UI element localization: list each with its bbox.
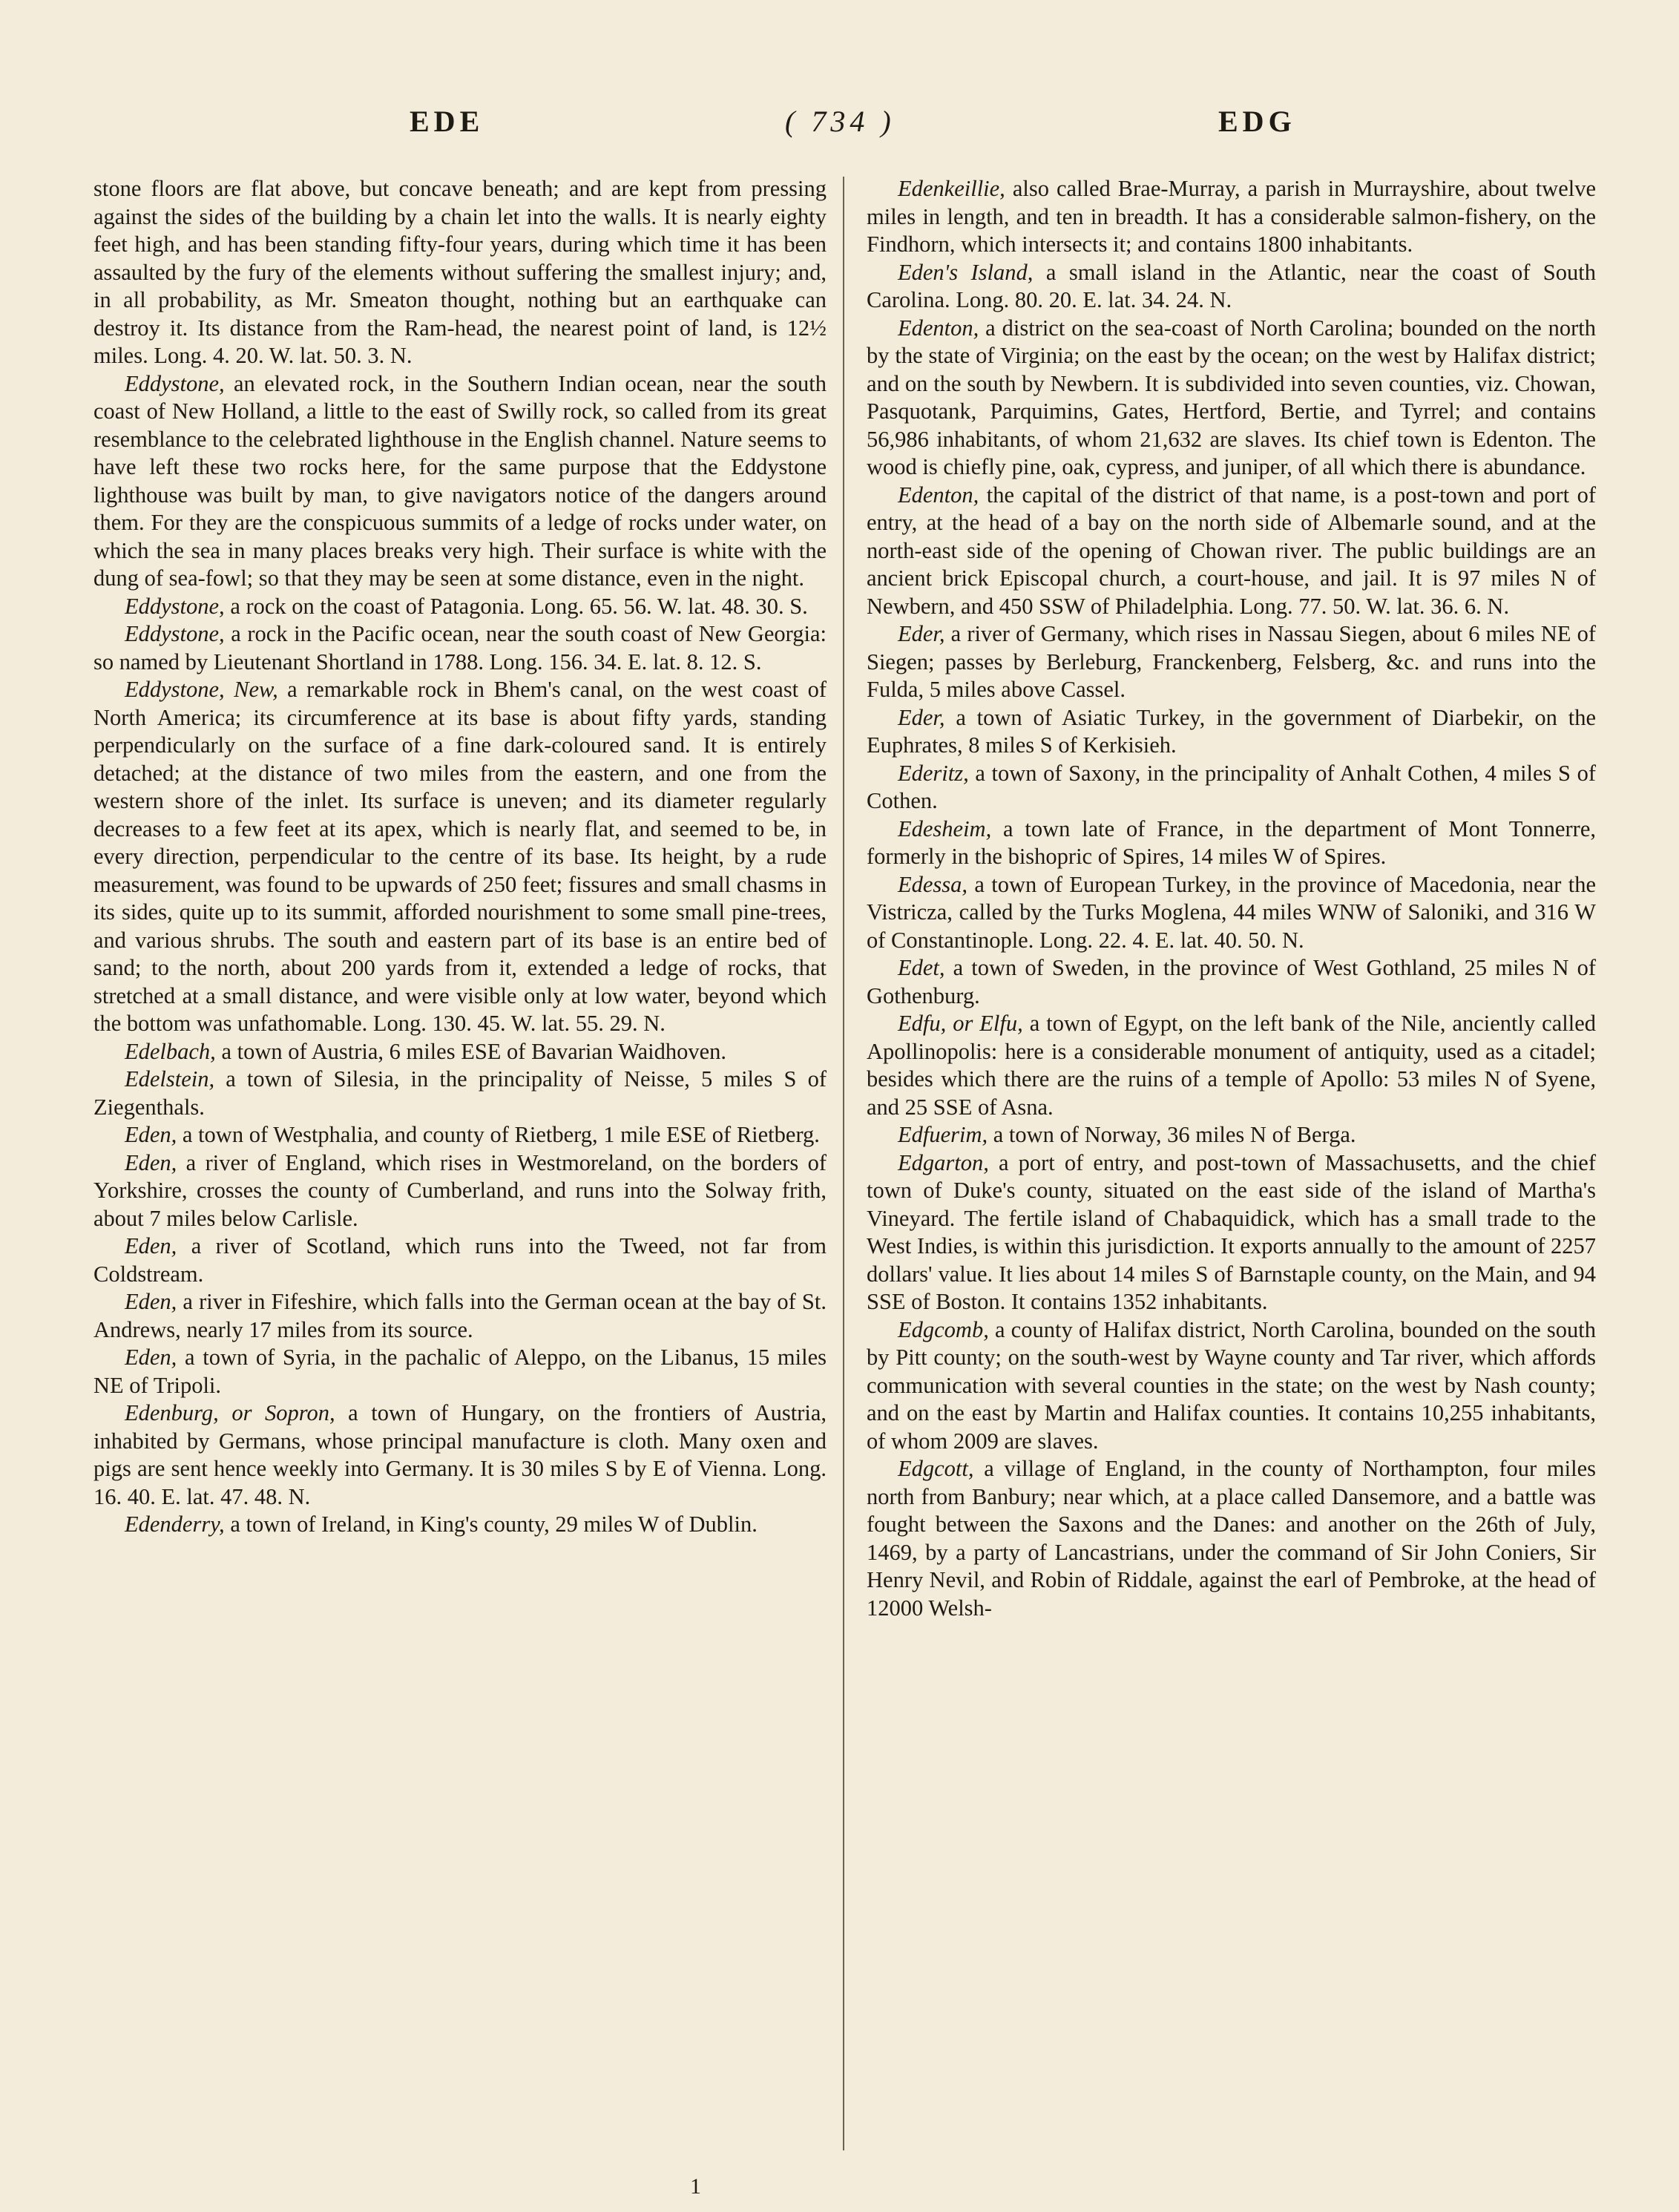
entry-text: a town of Syria, in the pachalic of Aleppo, on the Libanus, 15 miles NE of Tripoli. <box>93 1345 827 1398</box>
gazetteer-entry <box>867 1121 1596 1149</box>
entry-text: a town of Austria, 6 miles ESE of Bavarian Waidhoven. <box>215 1038 726 1064</box>
gazetteer-entry <box>867 175 1596 259</box>
column-divider <box>843 177 844 2150</box>
gazetteer-entry <box>93 676 827 1038</box>
entry-name: Edenderry, <box>125 1512 225 1537</box>
gazetteer-entry <box>93 175 827 370</box>
gazetteer-entry <box>93 1344 827 1399</box>
entry-name: Eden, <box>125 1345 177 1370</box>
entry-text: the capital of the district of that name, is a post-town and port of entry, at the head of a bay on the north side of Albemarle sound, and at the north-east side of the opening of Chowan river. The public buildings are an ancient brick Episcopal church, a court-house, and jail. It is 97 miles N of Newbern, and 450 SSW of Philadelphia. Long. 77. 50. W. lat. 36. 6. N. <box>867 482 1596 619</box>
entry-name: Edgarton, <box>898 1149 989 1175</box>
header-right-guideword: EDG <box>1218 105 1296 138</box>
entry-name: Edfuerim, <box>898 1122 988 1147</box>
entry-text: a river of England, which rises in Westmoreland, on the borders of Yorkshire, crosses the county of Cumberland, and runs into the Solway frith, about 7 miles below Carlisle. <box>93 1149 827 1231</box>
entry-name: Edenburg, or Sopron, <box>125 1400 335 1425</box>
gazetteer-entry <box>867 1455 1596 1622</box>
gazetteer-entry <box>867 954 1596 1010</box>
entry-name: Edgcott, <box>898 1456 974 1481</box>
entry-text: a town of Westphalia, and county of Rietberg, 1 mile ESE of Rietberg. <box>177 1122 820 1147</box>
entry-name: Edelbach, <box>125 1038 216 1064</box>
gazetteer-entry <box>867 259 1596 315</box>
entry-name: Eddystone, <box>125 370 225 396</box>
entry-text: a town of Saxony, in the principality of Anhalt Cothen, 4 miles S of Cothen. <box>867 760 1596 813</box>
entry-name: Edgcomb, <box>898 1316 989 1342</box>
gazetteer-entry <box>93 1399 827 1511</box>
entry-name: Eddystone, <box>125 621 225 646</box>
gazetteer-entry <box>93 620 827 676</box>
gazetteer-entry <box>867 1010 1596 1121</box>
entry-text: a district on the sea-coast of North Carolina; bounded on the north by the state of Virginia; on the east by the ocean; on the west by Halifax district; and on the south by Newbern. It is subdivided into seven counties, viz. Chowan, Pasquotank, Parquimins, Gates, Hertford, Bertie, and Tyrrel; and contains 56,986 inhabitants, of whom 21,632 are slaves. Its chief town is Edenton. The wood is chiefly pine, oak, cypress, and juniper, of all which there is abundance. <box>867 315 1596 479</box>
left-column <box>93 175 827 1539</box>
entry-text: a remarkable rock in Bhem's canal, on the west coast of North America; its circumference at its base is about fifty yards, standing perpendicularly on the surface of a fine dark-coloured sand. It is entirely detached; at the distance of two miles from the eastern, and one from the western shore of the inlet. Its surface is uneven; and its diameter regularly decreases to a few feet at its apex, which is nearly flat, and seemed to be, in every direction, perpendicular to the centre of its base. Its height, by a rude measurement, was found to be upwards of 250 feet; fissures and small chasms in its sides, quite up to its summit, afforded nourishment to some small pine-trees, and various shrubs. The south and eastern part of its base is an entire bed of sand; to the north, about 200 yards from it, extended a ledge of rocks, that stretched at a small distance, and were visible only at low water, beyond which the bottom was unfathomable. Long. 130. 45. W. lat. 55. 29. N. <box>93 677 827 1036</box>
signature-mark: 1 <box>690 2174 701 2199</box>
entry-name: Edet, <box>898 955 945 980</box>
entry-text: also called Brae-Murray, a parish in Murrayshire, about twelve miles in length, and ten in breadth. It has a considerable salmon-fishery, on the Findhorn, which intersects it; and contains 1800 inhabitants. <box>867 176 1596 257</box>
entry-name: Edenkeillie, <box>898 176 1005 201</box>
gazetteer-entry <box>867 620 1596 704</box>
entry-text: a town of Silesia, in the principality of Neisse, 5 miles S of Ziegenthals. <box>93 1066 827 1120</box>
entry-text: a town of Asiatic Turkey, in the government of Diarbekir, on the Euphrates, 8 miles S of Kerkisieh. <box>867 704 1596 758</box>
entry-text: a village of England, in the county of Northampton, four miles north from Banbury; near which, at a place called Dansemore, and a battle was fought between the Saxons and the Danes: and another on the 26th of July, 1469, by a party of Lancastrians, under the command of Sir John Coniers, Sir Henry Nevil, and Robin of Riddale, against the earl of Pembroke, at the head of 12000 Welsh- <box>867 1456 1596 1621</box>
entry-text: a port of entry, and post-town of Massachusetts, and the chief town of Duke's county, situated on the east side of the island of Martha's Vineyard. The fertile island of Chabaquidick, which has a small trade to the West Indies, is within this jurisdiction. It exports annually to the amount of 2257 dollars' value. It lies about 14 miles S of Barnstaple county, on the Main, and 94 SSE of Boston. It contains 1352 inhabitants. <box>867 1149 1596 1314</box>
entry-name: Eden's Island, <box>898 259 1034 285</box>
gazetteer-entry <box>867 760 1596 815</box>
entry-name: Eden, <box>125 1289 177 1314</box>
page-header <box>0 104 1679 148</box>
entry-name: Eddystone, <box>125 593 225 619</box>
entry-name: Eden, <box>125 1233 177 1258</box>
gazetteer-entry <box>93 1066 827 1121</box>
entry-name: Edessa, <box>898 871 968 897</box>
entry-text: a town late of France, in the department of Mont Tonnerre, formerly in the bishopric of Spires, 14 miles W of Spires. <box>867 815 1596 869</box>
entry-text: a rock in the Pacific ocean, near the south coast of New Georgia: so named by Lieutenant Shortland in 1788. Long. 156. 34. E. lat. 8. 12. S. <box>93 621 827 675</box>
gazetteer-entry <box>93 1511 827 1539</box>
entry-name: Eden, <box>125 1149 177 1175</box>
gazetteer-entry <box>93 1038 827 1066</box>
header-left-guideword: EDE <box>410 105 484 138</box>
gazetteer-entry <box>93 1233 827 1288</box>
entry-text: a town of European Turkey, in the province of Macedonia, near the Vistricza, called by the Turks Moglena, 44 miles WNW of Saloniki, and 316 W of Constantinople. Long. 22. 4. E. lat. 40. 50. N. <box>867 871 1596 953</box>
right-column <box>867 175 1596 1622</box>
page-number: ( 734 ) <box>785 105 896 138</box>
entry-text: a town of Egypt, on the left bank of the Nile, anciently called Apollinopolis: here is a considerable monument of antiquity, used as a citadel; besides which there are the ruins of a temple of Apollo: 53 miles N of Syene, and 25 SSE of Asna. <box>867 1011 1596 1120</box>
entry-name: Eder, <box>898 704 945 730</box>
entry-name: Edenton, <box>898 315 979 341</box>
entry-name: Eder, <box>898 621 945 646</box>
entry-text: an elevated rock, in the Southern Indian ocean, near the south coast of New Holland, a little to the east of Swilly rock, so called from its great resemblance to the celebrated lighthouse in the English channel. Nature seems to have left these two rocks here, for the same purpose that the Eddystone lighthouse was built by man, to give navigators notice of the dangers around them. For they are the conspicuous summits of a ledge of rocks under water, on which the sea in many places breaks very high. Their surface is white with the dung of sea-fowl; so that they may be seen at some distance, even in the night. <box>93 370 827 591</box>
entry-text: a town of Ireland, in King's county, 29 miles W of Dublin. <box>224 1512 758 1537</box>
entry-text: a town of Hungary, on the frontiers of Austria, inhabited by Germans, whose principal manufacture is cloth. Many oxen and pigs are sent hence weekly into Germany. It is 30 miles S by E of Vienna. Long. 16. 40. E. lat. 47. 48. N. <box>93 1400 827 1509</box>
entry-name: Edenton, <box>898 482 979 508</box>
gazetteer-entry <box>867 482 1596 621</box>
gazetteer-entry <box>867 871 1596 955</box>
gazetteer-entry <box>93 1288 827 1344</box>
gazetteer-entry <box>93 1149 827 1233</box>
entry-text: a town of Sweden, in the province of West Gothland, 25 miles N of Gothenburg. <box>867 955 1596 1008</box>
gazetteer-entry <box>867 1149 1596 1316</box>
entry-text: a town of Norway, 36 miles N of Berga. <box>988 1122 1356 1147</box>
entry-name: Eddystone, New, <box>125 677 278 702</box>
gazetteer-entry <box>867 1316 1596 1456</box>
gazetteer-entry <box>867 815 1596 871</box>
gazetteer-entry <box>93 593 827 621</box>
entry-name: Eden, <box>125 1122 177 1147</box>
entry-text: stone floors are flat above, but concave beneath; and are kept from pressing against the sides of the building by a chain let into the walls. It is nearly eighty feet high, and has been standing fifty-four years, during which time it has been assaulted by the fury of the elements without suffering the smallest injury; and, in all probability, as Mr. Smeaton thought, nothing but an earthquake can destroy it. Its distance from the Ram-head, the nearest point of land, is 12½ miles. Long. 4. 20. W. lat. 50. 3. N. <box>93 176 827 368</box>
entry-name: Edelstein, <box>125 1066 215 1092</box>
entry-name: Edesheim, <box>898 815 992 841</box>
entry-text: a small island in the Atlantic, near the coast of South Carolina. Long. 80. 20. E. lat. 34. 24. N. <box>867 259 1596 312</box>
entry-text: a rock on the coast of Patagonia. Long. 65. 56. W. lat. 48. 30. S. <box>224 593 808 619</box>
entry-name: Ederitz, <box>898 760 969 786</box>
gazetteer-entry <box>93 1121 827 1149</box>
entry-text: a river of Germany, which rises in Nassau Siegen, about 6 miles NE of Siegen; passes by Berleburg, Franckenberg, Felsberg, &c. and runs into the Fulda, 5 miles above Cassel. <box>867 621 1596 702</box>
entry-text: a river of Scotland, which runs into the Tweed, not far from Coldstream. <box>93 1233 827 1287</box>
entry-name: Edfu, or Elfu, <box>898 1011 1023 1036</box>
entry-text: a county of Halifax district, North Carolina, bounded on the south by Pitt county; on the south-west by Wayne county and Tar river, which affords communication with several counties in the state; on the west by Nash county; and on the east by Martin and Halifax counties. It contains 10,255 inhabitants, of whom 2009 are slaves. <box>867 1316 1596 1454</box>
entry-text: a river in Fifeshire, which falls into the German ocean at the bay of St. Andrews, nearly 17 miles from its source. <box>93 1289 827 1342</box>
gazetteer-entry <box>93 370 827 593</box>
gazetteer-entry <box>867 315 1596 482</box>
gazetteer-entry <box>867 704 1596 760</box>
